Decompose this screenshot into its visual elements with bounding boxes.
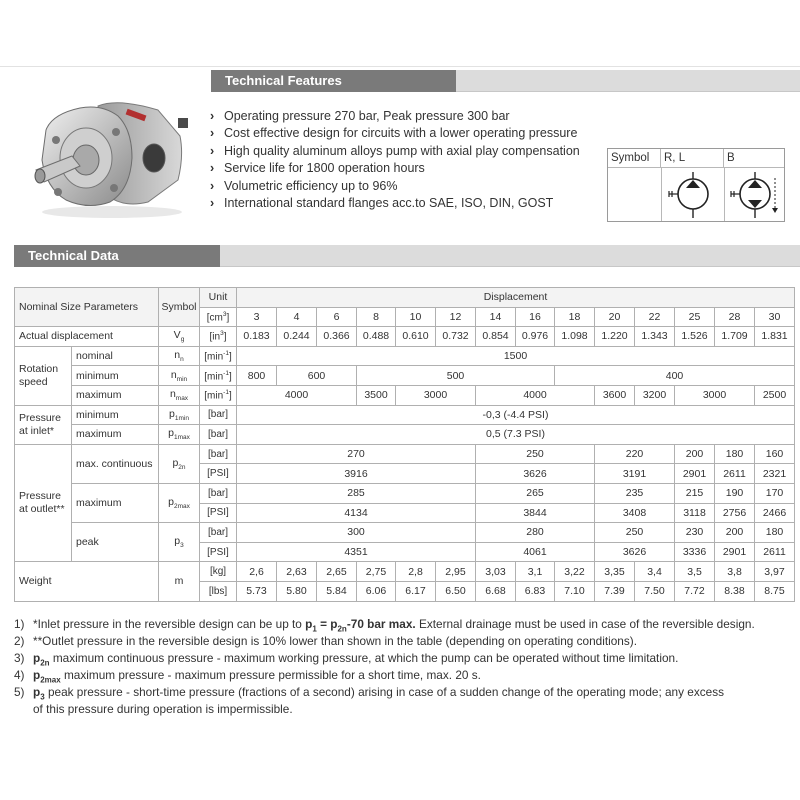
feature-item: › Operating pressure 270 bar, Peak pressure 300 bar: [210, 108, 580, 125]
bullet-arrow-icon: ›: [210, 109, 215, 123]
bullet-arrow-icon: ›: [210, 126, 215, 141]
table-row: maximum $p_{1max}$ [bar] 0,5 (7.3 PSI): [15, 425, 795, 445]
unit-cell: [kg]: [200, 562, 237, 582]
unit-cell: [PSI]: [200, 542, 237, 562]
unit-cell: [bar]: [200, 444, 237, 464]
size-cell: 8: [357, 307, 396, 327]
bullet-arrow-icon: ›: [210, 178, 215, 193]
size-cell: 25: [675, 307, 715, 327]
header-displacement: Displacement: [237, 288, 795, 308]
size-cell: 20: [595, 307, 635, 327]
unit-cell: [PSI]: [200, 503, 237, 523]
symbol-cell: $p_{1min}$: [159, 405, 200, 425]
footnotes: [14, 616, 755, 718]
feature-item: › Service life for 1800 operation hours: [210, 160, 580, 177]
footnote: 1) *Inlet pressure in the reversible design can be up to $p_1 = p_{2n}-70$ bar max. External drainage must be used in case of the reversible design.: [14, 617, 755, 634]
symbol-cell: $p_{2n}$: [159, 444, 200, 483]
size-cell: 14: [476, 307, 516, 327]
feature-item: › Cost effective design for circuits with a lower operating pressure: [210, 125, 580, 142]
size-cell: 6: [317, 307, 357, 327]
table-row: [lbs] 5.73 5.80 5.84 6.06 6.17 6.50 6.68 6.83 7.10 7.39 7.50 7.72 8.38 8.75: [15, 581, 795, 601]
feature-item: › High quality aluminum alloys pump with axial play compensation: [210, 143, 580, 160]
table-row: Pressure at outlet** max. continuous $p_{2n}$ [bar] 270 250 220 200 180 160: [15, 444, 795, 464]
unit-cell: [PSI]: [200, 464, 237, 484]
size-cell: 10: [396, 307, 436, 327]
param-label: Actual displacement: [15, 327, 159, 347]
footnote: 3) $p_{2n}$ maximum continuous pressure - maximum working pressure, at which the pump can be operated without time limitation.: [14, 651, 679, 668]
gear-pump-image: [28, 96, 196, 220]
size-cell: 22: [635, 307, 675, 327]
size-cell: 18: [555, 307, 595, 327]
size-cell: 12: [436, 307, 476, 327]
features-bar-fill: [456, 70, 800, 92]
symbol-cell: $V_g$: [159, 327, 200, 347]
pump-reversible-symbol-icon: [725, 168, 785, 221]
param-label: Weight: [15, 562, 159, 601]
symbol-cell: $p_{2max}$: [159, 483, 200, 522]
symbol-col-rl: R, L: [661, 149, 724, 167]
symbol-cell: $p_3$: [159, 523, 200, 562]
symbol-cell: m: [159, 562, 200, 601]
size-cell: 3: [237, 307, 277, 327]
unit-cell: [bar]: [200, 483, 237, 503]
unit-cell: $[\min^{-1}]$: [200, 346, 237, 366]
data-title: Technical Data: [14, 245, 220, 267]
unit-cell: [lbs]: [200, 581, 237, 601]
features-list: [210, 108, 580, 212]
table-row: Rotation speed nominal $n_n$ $[\min^{-1}]$ 1500: [15, 346, 795, 366]
data-section-bar: [14, 245, 800, 267]
table-row: [PSI] 3916 3626 3191 2901 2611 2321: [15, 464, 795, 484]
feature-item: › International standard flanges acc.to SAE, ISO, DIN, GOST: [210, 195, 580, 212]
symbol-header: Symbol: [608, 149, 661, 167]
unit-cell: $[in^3]$: [200, 327, 237, 347]
bullet-arrow-icon: ›: [210, 161, 215, 176]
unit-cell: [bar]: [200, 523, 237, 543]
features-section-bar: [211, 70, 800, 92]
symbol-cell: $n_{min}$: [159, 366, 200, 386]
param-label: Rotation speed: [15, 346, 72, 405]
table-row: minimum $n_{min}$ $[\min^{-1}]$ 800 600 500 400: [15, 366, 795, 386]
footnote-continuation: of this pressure during operation is impermissible.: [33, 702, 293, 716]
size-cell: 16: [516, 307, 555, 327]
symbol-cell: $p_{1max}$: [159, 425, 200, 445]
table-row: [PSI] 4134 3844 3408 3118 2756 2466: [15, 503, 795, 523]
table-row: [15, 288, 795, 308]
bullet-arrow-icon: ›: [210, 195, 215, 210]
param-label: Pressure at inlet*: [15, 405, 72, 444]
footnote: 4) $p_{2max}$ maximum pressure - maximum pressure permissible for a short time, max. 20 s.: [14, 668, 481, 685]
table-row: Pressure at inlet* minimum $p_{1min}$ [bar] -0,3 (-4.4 PSI): [15, 405, 795, 425]
header-unit: Unit: [200, 288, 237, 308]
footnote: 2) **Outlet pressure in the reversible design is 10% lower than shown in the table (depending on operating conditions).: [14, 634, 637, 648]
unit-cell: $[cm^3]$: [200, 307, 237, 327]
top-divider: [0, 66, 800, 67]
symbol-cell: $n_{max}$: [159, 385, 200, 405]
table-row: peak $p_3$ [bar] 300 280 250 230 200 180: [15, 523, 795, 543]
data-bar-fill: [220, 245, 800, 267]
unit-cell: $[\min^{-1}]$: [200, 366, 237, 386]
pump-unidirectional-symbol-icon: [663, 168, 723, 221]
unit-cell: $[\min^{-1}]$: [200, 385, 237, 405]
header-symbol: Symbol: [159, 288, 200, 327]
footnote: 5) $p_3$ peak pressure - short-time pressure (fractions of a second) arising in case of a sudden change of the operating mode; any excess: [14, 685, 725, 702]
hydraulic-symbol-box: [607, 148, 785, 222]
table-row: maximum $n_{max}$ $[\min^{-1}]$ 4000 3500 3000 4000 3600 3200 3000 2500: [15, 385, 795, 405]
unit-cell: [bar]: [200, 405, 237, 425]
technical-data-table: [14, 287, 795, 602]
size-cell: 30: [755, 307, 795, 327]
size-cell: 28: [715, 307, 755, 327]
symbol-col-b: B: [727, 152, 735, 164]
bullet-arrow-icon: ›: [210, 143, 215, 158]
size-cell: 4: [277, 307, 317, 327]
table-row: [PSI] 4351 4061 3626 3336 2901 2611: [15, 542, 795, 562]
unit-cell: [bar]: [200, 425, 237, 445]
header-parameters: Nominal Size Parameters: [15, 288, 159, 327]
table-row: maximum $p_{2max}$ [bar] 285 265 235 215 190 170: [15, 483, 795, 503]
feature-item: › Volumetric efficiency up to 96%: [210, 178, 580, 195]
table-row: Weight m [kg] 2,6 2,63 2,65 2,75 2,8 2,95 3,03 3,1 3,22 3,35 3,4 3,5 3,8 3,97: [15, 562, 795, 582]
features-title: Technical Features: [211, 70, 456, 92]
symbol-cell: $n_n$: [159, 346, 200, 366]
table-row: Actual displacement $V_g$ $[in^3]$ 0.183 0.244 0.366 0.488 0.610 0.732 0.854 0.976 1.098 1.220 1.343 1.526 1.709 1.831: [15, 327, 795, 347]
param-label: Pressure at outlet**: [15, 444, 72, 562]
